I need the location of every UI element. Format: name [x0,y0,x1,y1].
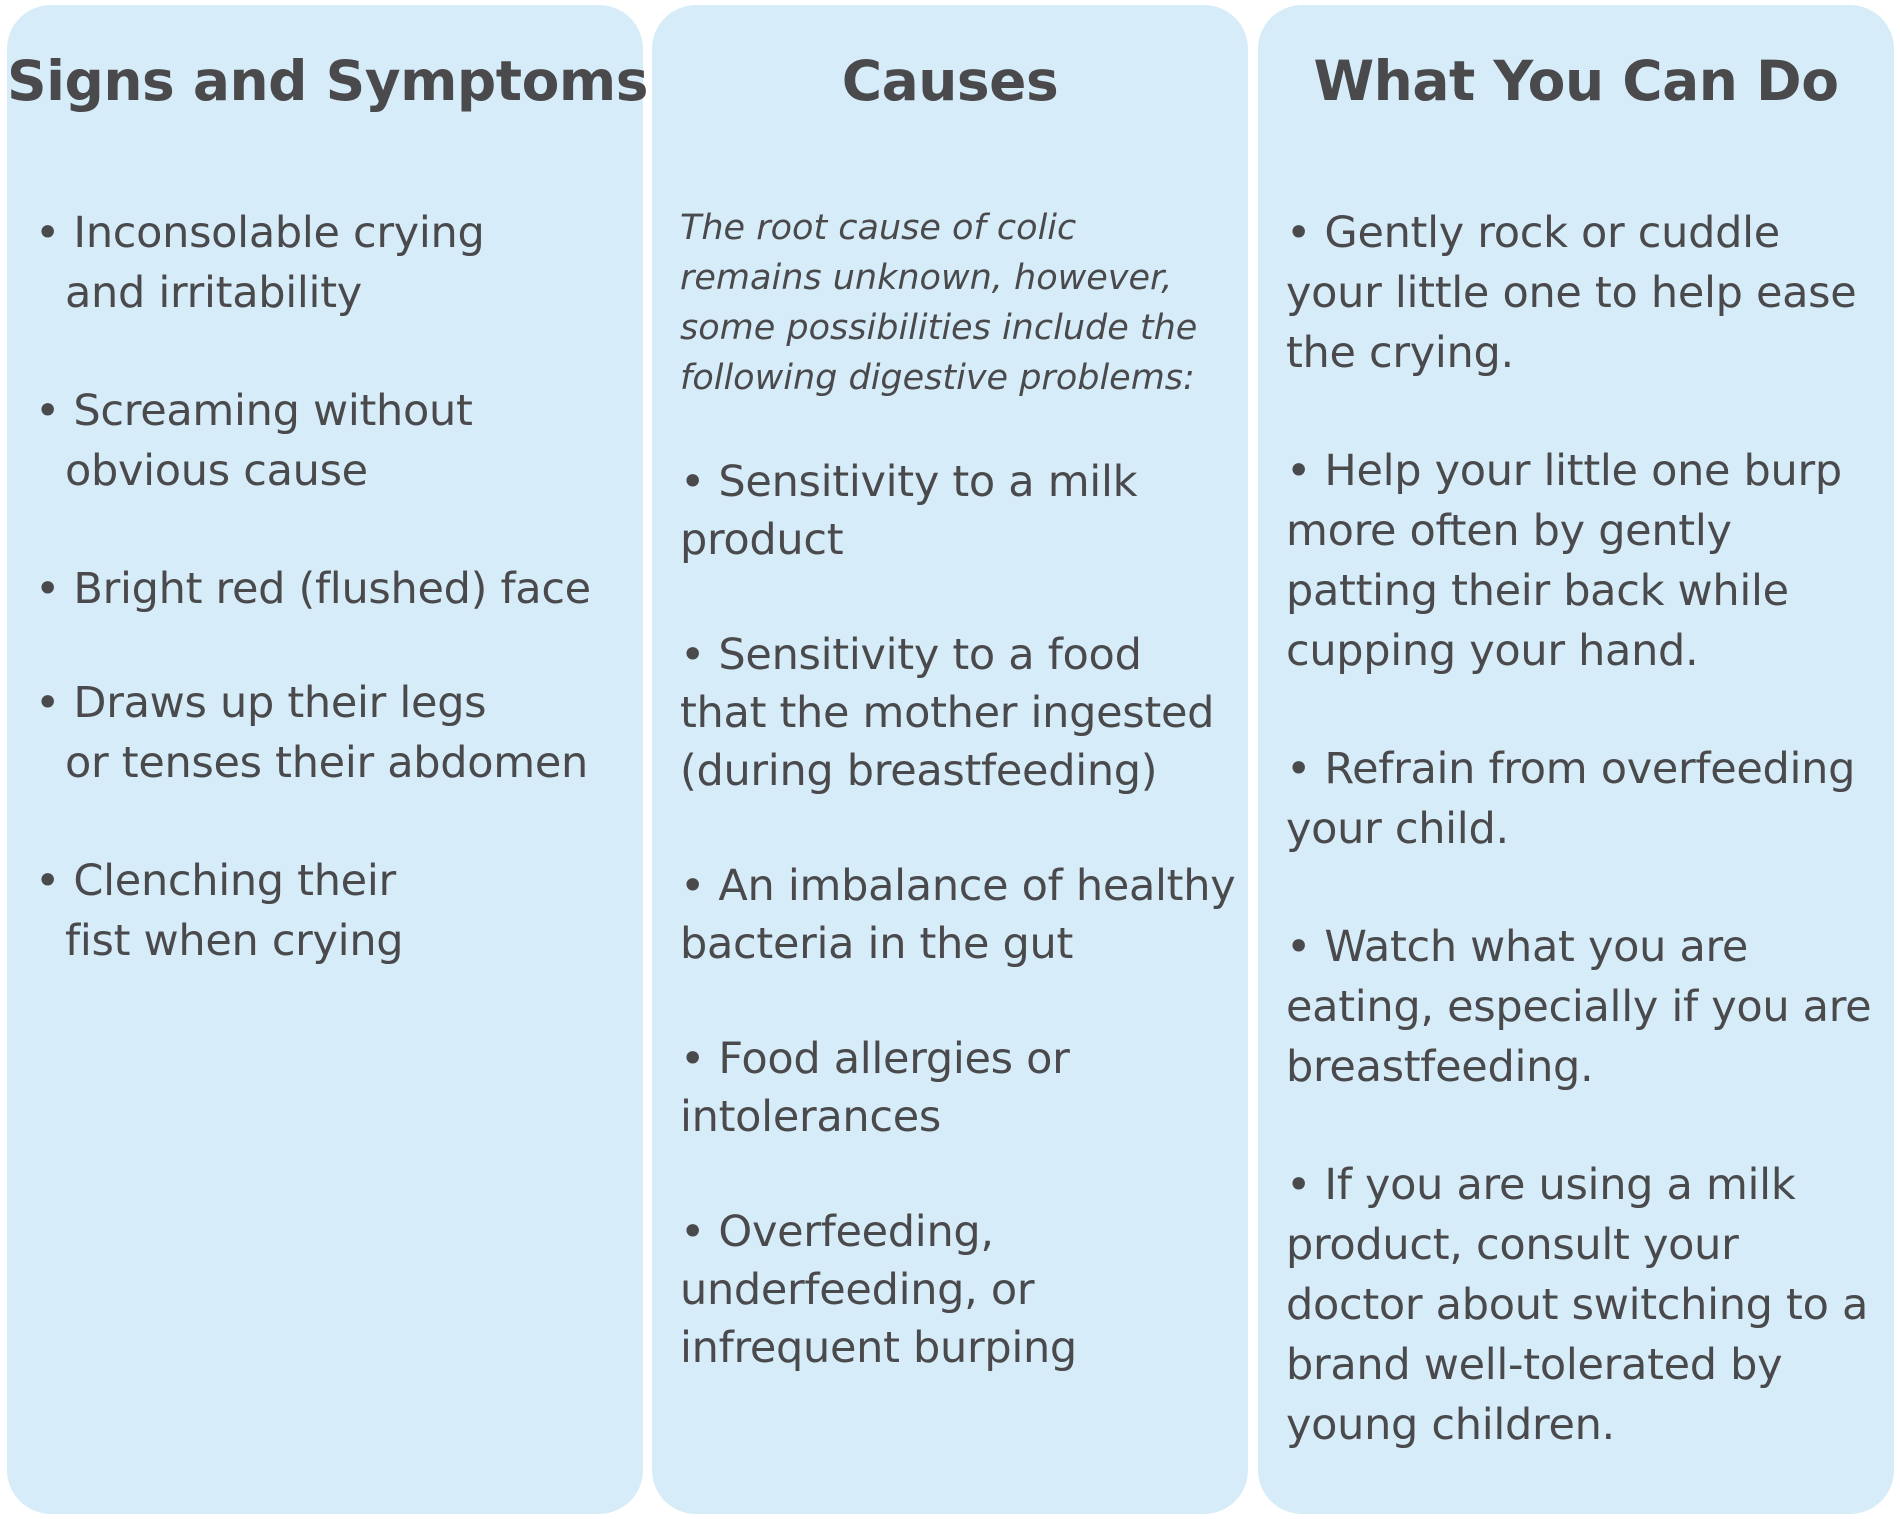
causes-heading: Causes [841,49,1059,113]
list-item-line: or tenses their abdomen [65,738,588,788]
list-item-line: • Draws up their legs [35,678,487,728]
list-item-line: obvious cause [65,446,368,496]
list-item-line: fist when crying [65,916,404,966]
causes-panel [652,5,1248,1514]
what-you-can-do-list [1286,203,1886,1513]
list-item: • An imbalance of healthy bacteria in the gut [680,861,1236,969]
list-item: • Food allergies or intolerances [680,1034,1070,1142]
list-item [35,673,635,793]
list-item: • Help your little one burp more often by gently patting their back while cupping your hand. [1286,446,1842,676]
signs-list [35,203,635,1029]
list-item-line: and irritability [65,268,362,318]
list-item-line: • Inconsolable crying [35,208,485,258]
causes-list [680,453,1240,1434]
list-item: • Overfeeding, underfeeding, or infrequent burping [680,1207,1077,1373]
list-item [35,203,635,323]
list-item: • Gently rock or cuddle your little one to help ease the crying. [1286,208,1857,378]
list-item [35,381,635,501]
signs-and-symptoms-panel [7,5,648,1514]
list-item-line: • Clenching their [35,856,396,906]
list-item: • If you are using a milk product, consult your doctor about switching to a brand well-tolerated by young children. [1286,1160,1869,1450]
list-item [35,559,635,619]
what-you-can-do-heading: What You Can Do [1313,49,1839,113]
signs-and-symptoms-heading: Signs and Symptoms [7,49,648,113]
list-item: • Sensitivity to a milk product [680,457,1138,565]
list-item-line: • Bright red (flushed) face [35,564,591,614]
list-item-line: • Screaming without [35,386,473,436]
list-item [35,851,635,971]
list-item: • Sensitivity to a food that the mother ingested (during breastfeeding) [680,630,1215,796]
list-item: • Watch what you are eating, especially if you are breastfeeding. [1286,922,1872,1092]
causes-intro: The root cause of colic remains unknown, however, some possibilities include the following digestive problems: [680,208,1198,398]
list-item: • Refrain from overfeeding your child. [1286,744,1856,854]
what-you-can-do-panel [1258,5,1894,1514]
